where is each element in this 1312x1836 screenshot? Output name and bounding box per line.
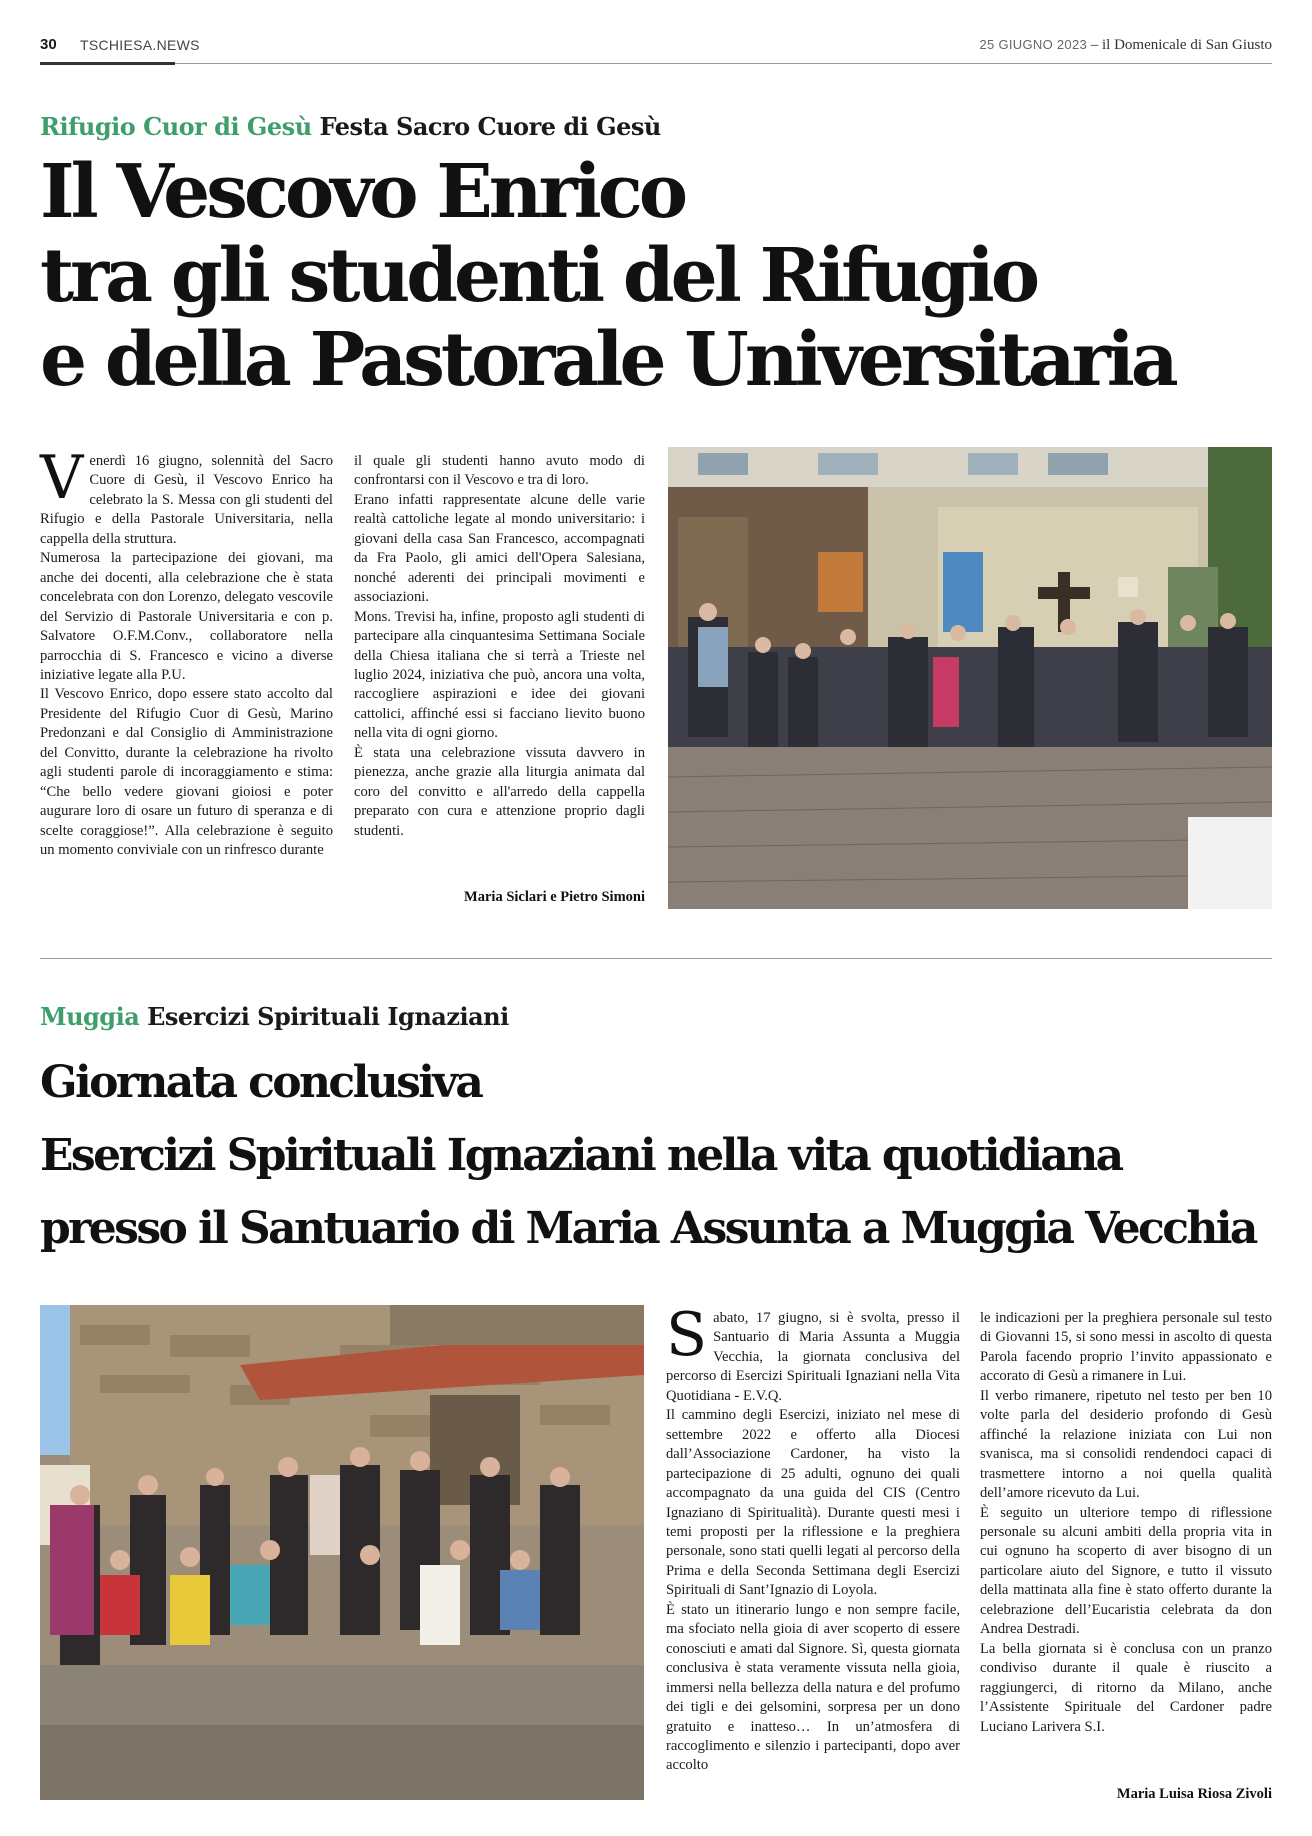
article1-byline: Maria Siclari e Pietro Simoni <box>464 889 645 905</box>
article2-column-1 <box>666 1300 960 1776</box>
article2-paragraph: abato, 17 giugno, si è svolta, presso il Santuario di Maria Assunta a Muggia Vecchia, la giornata conclusiva del percorso di Esercizi Spirituali Ignaziani nella Vita Quotidiana - E.V.Q. <box>666 1310 960 1404</box>
article2-paragraph: le indicazioni per la preghiera personale sul testo di Giovanni 15, si sono messi in ascolto di questa Parola facendo proprio l’invito appassionato e accorato di Gesù a rimanere in Lui. <box>980 1310 1272 1385</box>
article2-byline: Maria Luisa Riosa Zivoli <box>1116 1786 1272 1802</box>
article2-headline-line: presso il Santuario di Maria Assunta a Muggia Vecchia <box>40 1203 1256 1254</box>
article2-paragraph: Il cammino degli Esercizi, iniziato nel mese di settembre 2022 e offerto alla Diocesi dall’Associazione Cardoner, ha visto la partecipazione di 25 adulti, ognuno dei quali accompagnato da una guida del CIS (Centro Ignaziano di Spiritualità). Durante questi mesi i temi proposti per la riflessione e la preghiera personale, sono stati quelli legati al percorso della Prima e della Seconda Settimana degli Esercizi Spirituali di Sant’Ignazio di Loyola. <box>666 1407 960 1599</box>
article1-paragraph: Il Vescovo Enrico, dopo essere stato accolto dal Presidente del Rifugio Cuor di Gesù, Marino Predonzani e dal Consiglio di Amministrazione del Convitto, durante la celebrazione ha rivolto agli studenti parole di incoraggiamento e stima: “Che bello vedere giovani gioiosi e poter augurare loro di osare un futuro di speranza e di scelte coraggiose!”. Alla celebrazione è seguito un momento conviviale con un rinfresco durante <box>40 686 333 859</box>
article2-column-2 <box>980 1309 1272 1737</box>
article2-paragraph: È stato un itinerario lungo e non sempre facile, ma sfociato nella gioia di aver scoperto di essere conosciuti e amati dal Signore. Sì, questa giornata conclusiva è stata veramente vissuta nella gioia, immersi nella bellezza della natura e del profumo dei tigli e dei gelsomini, sorpresa per un dono gratuito e inatteso… In un’atmosfera di raccoglimento e silenzio i partecipanti, dopo aver accolto <box>666 1601 960 1774</box>
issue-date-line <box>979 37 1272 54</box>
article1-column-2 <box>354 452 645 841</box>
group-photo-courtyard <box>668 447 1272 909</box>
article2-kicker-topic: Esercizi Spirituali Ignaziani <box>147 1002 509 1031</box>
group-photo-church <box>40 1305 644 1800</box>
article2-photo <box>40 1305 644 1800</box>
article1-paragraph: Erano infatti rappresentate alcune delle varie realtà cattoliche legate al mondo universitario: i giovani della casa San Francesco, accompagnati da Fra Paolo, gli amici dell'Opera Salesiana, nonché aderenti dei principali movimenti e associazioni. <box>354 491 645 606</box>
article2-kicker-place: Muggia <box>40 1002 140 1031</box>
article1-headline-line: Il Vescovo Enrico <box>40 149 685 235</box>
header-rule <box>40 63 1272 64</box>
article1-column-1 <box>40 443 333 861</box>
page-number: 30 <box>40 36 57 53</box>
article1-photo <box>668 447 1272 909</box>
article1-headline-line: e della Pastorale Universitaria <box>40 317 1175 403</box>
publication-name: il Domenicale di San Giusto <box>1102 37 1272 53</box>
section-divider <box>40 958 1272 959</box>
article2-paragraph: È seguito un ulteriore tempo di riflessione personale su alcuni ambiti della propria vita in cui ognuno ha scoperto di aver bisogno di un particolare aiuto del Signore, e tutto il vissuto della mattinata alla fine è stato offerto durante la celebrazione dell’Eucaristia celebrata da don Andrea Destradi. <box>980 1504 1272 1638</box>
article2-headline-line: Giornata conclusiva <box>40 1057 482 1108</box>
article1-headline <box>40 150 1280 402</box>
article1-kicker-topic: Festa Sacro Cuore di Gesù <box>319 112 661 141</box>
article1-kicker <box>40 112 661 141</box>
article2-headline <box>40 1046 1280 1265</box>
issue-date: 25 GIUGNO 2023 <box>979 37 1088 52</box>
article2-paragraph: Il verbo rimanere, ripetuto nel testo per ben 10 volte parla del desiderio profondo di Gesù affinché la relazione iniziata con Lui non svanisca, ma si consolidi rendendoci capaci di trasmettere intorno a noi quella qualità dell’amore ricevuto da Lui. <box>980 1387 1272 1502</box>
header-rule-accent <box>40 62 175 65</box>
date-separator: – <box>1087 37 1103 53</box>
article2-dropcap: S <box>666 1300 708 1370</box>
article1-paragraph: enerdì 16 giugno, solennità del Sacro Cuore di Gesù, il Vescovo Enrico ha celebrato la S. Messa con gli studenti del Rifugio e della Pastorale Universitaria, nella cappella della struttura. <box>40 453 333 547</box>
article2-headline-line: Esercizi Spirituali Ignaziani nella vita quotidiana <box>40 1130 1122 1181</box>
article1-paragraph: Numerosa la partecipazione dei giovani, ma anche dei docenti, alla celebrazione che è stata concelebrata con don Lorenzo, delegato vescovile del Servizio di Pastorale Universitaria e con p. Salvatore O.F.M.Conv., collaboratore nella parrocchia di S. Francesco e vicino a diverse iniziative legate alla P.U. <box>40 550 333 683</box>
site-name: TSCHIESA.NEWS <box>80 37 200 53</box>
article1-paragraph: Mons. Trevisi ha, infine, proposto agli studenti di partecipare alla cinquantesima Settimana Sociale della Chiesa italiana che si terrà a Trieste nel luglio 2024, iniziativa che può, ancora una volta, raccogliere aspirazioni e idee dei giovani cattolici, affinché essi si facciano lievito buono nella vita di ogni giorno. <box>354 608 645 742</box>
article1-dropcap: V <box>40 443 84 513</box>
article2-paragraph: La bella giornata si è conclusa con un pranzo condiviso durante il quale è riuscito a raggiungerci, di ritorno da Milano, anche l’Assistente Spirituale del Cardoner padre Luciano Larivera S.I. <box>980 1640 1272 1735</box>
article1-kicker-place: Rifugio Cuor di Gesù <box>40 112 312 141</box>
article1-headline-line: tra gli studenti del Rifugio <box>40 233 1037 319</box>
article1-paragraph: È stata una celebrazione vissuta davvero in pienezza, anche grazie alla liturgia animata dal coro del convitto e all'arredo della cappella preparato con cura e attenzione proprio dagli studenti. <box>354 744 645 839</box>
article1-paragraph: il quale gli studenti hanno avuto modo di confrontarsi con il Vescovo e tra di loro. <box>354 453 645 489</box>
article2-kicker <box>40 1002 509 1031</box>
